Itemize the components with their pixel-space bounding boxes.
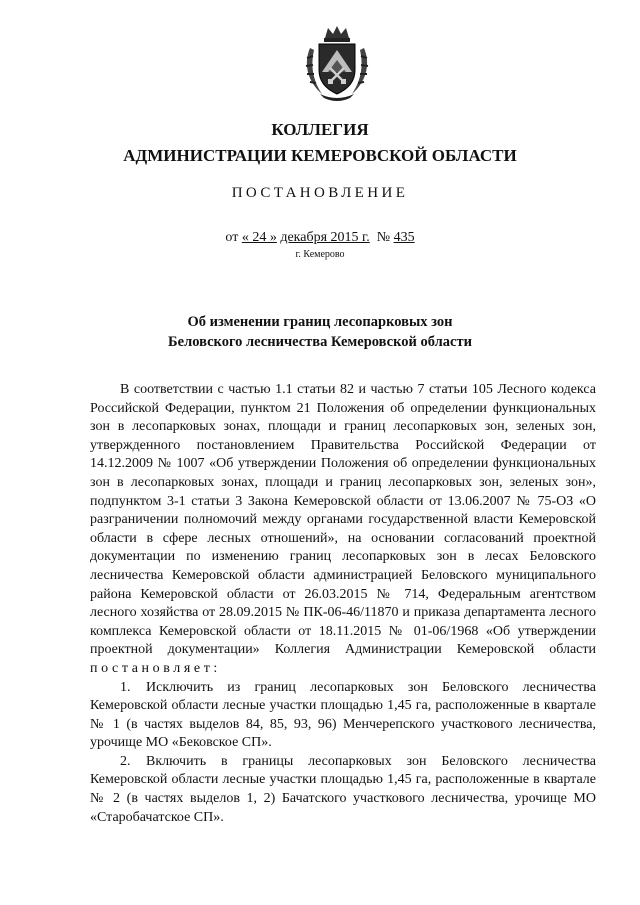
number-sign: № (376, 230, 391, 245)
item-text: Включить в границы лесопарковых зон Беловского лесничества Кемеровской области лесные участки площадью 1,45 га, расположенные в квартале № 2 (в частях выделов 1, 2) Бачатского участкового лесничества, урочище МО «Старобачатское СП». (90, 753, 596, 825)
preamble-text: В соответствии с частью 1.1 статьи 82 и частью 7 статьи 105 Лесного кодекса Российской Федерации, пунктом 21 Положения об определении функциональных зон в лесопарковых зонах, площади и границ лесопарковых зон, зеленых зон, утвержденного постановлением Правительства Российской Федерации от 14.12.2009 № 1007 «Об утверждении Положения об определении функциональных зон в лесопарковых зонах, площади и границ лесопарковых зон, зеленых зон», подпунктом 3-1 статьи 3 Закона Кемеровской области от 13.06.2007 № 75-ОЗ «О разграничении полномочий между органами государственной власти Кемеровской области в сфере лесных отношений», на основании согласований проектной документации по изменению границ лесопарковых зон в лесах Беловского лесничества Кемеровской области администрацией Беловского муниципального района Кемеровской области от 26.03.2015 № 714, Федеральным агентством лесного хозяйства от 28.09.2015 № ПК-06-46/11870 и приказа департамента лесного комплекса Кемеровской области от 18.11.2015 № 01-06/1968 «Об утверждении проектной документации» Коллегия Администрации Кемеровской области (90, 382, 596, 658)
city-name: г. Кемерово (295, 249, 345, 260)
document-type: ПОСТАНОВЛЕНИЕ (231, 185, 409, 201)
item-number: 2. (120, 753, 131, 769)
date-prefix: от (225, 230, 239, 245)
list-item (90, 753, 596, 827)
document-number: 435 (393, 230, 415, 245)
document-title-line2: Беловского лесничества Кемеровской области (168, 334, 472, 350)
item-text: Исключить из границ лесопарковых зон Беловского лесничества Кемеровской области лесные участки площадью 1,45 га, расположенные в квартале № 1 (в частях выделов 84, 85, 93, 96) Менчерепского участкового лесничества, урочище МО «Бековское СП». (90, 679, 596, 751)
list-item (90, 679, 596, 753)
date-day: « 24 » (241, 230, 277, 245)
decree-word: постановляет: (90, 660, 221, 676)
date-number-line (0, 230, 640, 246)
date-month-year: декабря 2015 г. (280, 230, 370, 245)
preamble-paragraph (90, 381, 596, 679)
item-number: 1. (120, 679, 131, 695)
document-body (90, 381, 596, 827)
org-name-line2: АДМИНИСТРАЦИИ КЕМЕРОВСКОЙ ОБЛАСТИ (123, 146, 517, 165)
coat-of-arms-emblem-icon (300, 24, 374, 102)
document-title-line1: Об изменении границ лесопарковых зон (187, 314, 453, 330)
org-name-line1: КОЛЛЕГИЯ (271, 120, 369, 139)
